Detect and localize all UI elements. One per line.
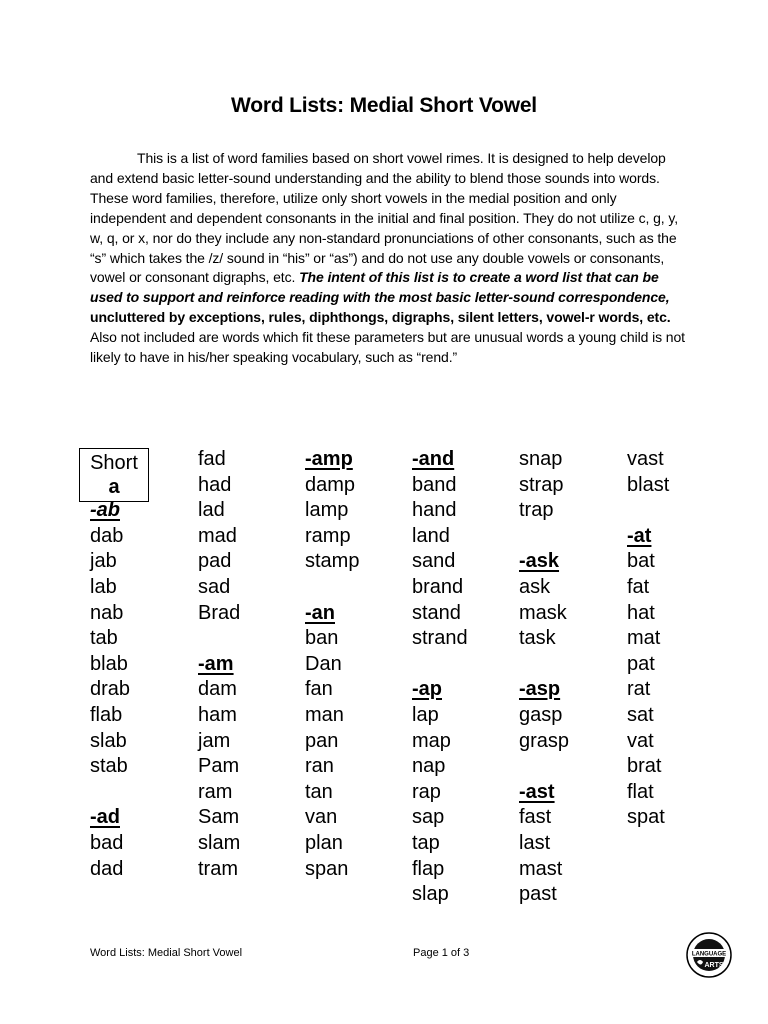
word-item: tram xyxy=(198,857,238,880)
word-family-heading: -amp xyxy=(305,448,353,470)
word-item: blab xyxy=(90,652,128,675)
word-item: fast xyxy=(519,806,552,829)
word-item: mat xyxy=(627,627,661,650)
word-item: had xyxy=(198,473,232,496)
seal-logo-icon xyxy=(686,932,732,978)
blank-line xyxy=(519,524,569,550)
word-item: tan xyxy=(305,780,333,803)
word-item: nap xyxy=(412,755,446,778)
word-item: vat xyxy=(627,729,654,752)
word-item: brat xyxy=(627,755,662,778)
word-item: strap xyxy=(519,473,564,496)
blank-line xyxy=(305,575,359,601)
word-item: span xyxy=(305,857,349,880)
word-item: bad xyxy=(90,831,124,854)
word-family-heading: -and xyxy=(412,448,455,470)
word-item: nab xyxy=(90,601,124,624)
word-item: land xyxy=(412,524,450,547)
word-item: pat xyxy=(627,652,655,675)
word-column-2 xyxy=(198,447,240,882)
word-family-heading: -ast xyxy=(519,780,555,803)
word-item: mad xyxy=(198,524,237,547)
word-column-3 xyxy=(305,447,359,882)
intro-text-2: Also not included are words which fit these parameters but are unusual words a young child is not likely to have in his/her speaking vocabulary, such as “rend.” xyxy=(90,329,685,366)
blank-line xyxy=(412,652,468,678)
word-item: hand xyxy=(412,499,457,522)
word-item: pad xyxy=(198,550,232,573)
word-item: dam xyxy=(198,678,237,701)
word-item: slam xyxy=(198,831,241,854)
word-item: flap xyxy=(412,857,445,880)
short-box-line2: a xyxy=(108,476,120,498)
word-item: van xyxy=(305,806,338,829)
word-item: lab xyxy=(90,575,117,598)
word-column-6 xyxy=(627,447,669,831)
svg-text:LANGUAGE: LANGUAGE xyxy=(691,951,727,958)
word-item: sat xyxy=(627,703,654,726)
word-item: hat xyxy=(627,601,655,624)
word-item: drab xyxy=(90,678,131,701)
word-item: Dan xyxy=(305,652,342,675)
word-item: spat xyxy=(627,806,665,829)
word-item: trap xyxy=(519,499,554,522)
footer-title: Word Lists: Medial Short Vowel xyxy=(90,947,243,959)
word-item: fan xyxy=(305,678,333,701)
blank-line xyxy=(627,498,669,524)
word-item: ram xyxy=(198,780,233,803)
intro-text-1: This is a list of word families based on short vowel rimes. It is designed to help develop and extend basic letter-sound understanding and the ability to blend those sounds into words. These word families, therefore, utilize only short vowels in the medial position and only independent and dependent consonants in the initial and final position. They do not utilize c, g, y, w, q, or x, nor do they include any non-standard pronunciations of other consonants, such as the “s” which takes the /z/ sound in “his” or “as”) and do not use any double vowels or consonants, vowel or consonant digraphs, etc. xyxy=(90,150,679,286)
word-item: rat xyxy=(627,678,651,701)
page-title: Word Lists: Medial Short Vowel xyxy=(231,94,537,117)
word-item: flat xyxy=(627,780,654,803)
word-item: stand xyxy=(412,601,461,624)
word-item: strand xyxy=(412,627,468,650)
word-family-heading: -ask xyxy=(519,550,560,573)
word-family-heading: -am xyxy=(198,652,234,675)
word-item: ran xyxy=(305,755,334,778)
word-item: band xyxy=(412,473,457,496)
word-item: sad xyxy=(198,575,231,598)
blank-line xyxy=(90,780,130,806)
word-item: man xyxy=(305,703,344,726)
word-item: stamp xyxy=(305,550,360,573)
word-item: ramp xyxy=(305,524,351,547)
word-item: slap xyxy=(412,883,449,906)
word-item: rap xyxy=(412,780,441,803)
word-item: gasp xyxy=(519,703,563,726)
word-item: grasp xyxy=(519,729,570,752)
word-item: damp xyxy=(305,473,356,496)
blank-line xyxy=(90,447,130,473)
word-item: pan xyxy=(305,729,339,752)
word-item: lad xyxy=(198,499,225,522)
word-family-heading: -ab xyxy=(90,499,120,522)
word-column-1 xyxy=(90,447,130,882)
word-item: vast xyxy=(627,448,664,470)
word-item: bat xyxy=(627,550,655,573)
word-item: sap xyxy=(412,806,445,829)
word-item: ham xyxy=(198,703,237,726)
svg-text:ARTS: ARTS xyxy=(704,962,724,969)
intro-bold-italic: The intent of this list is to create a word list that can be used to support and reinforce reading with the most basic letter-sound correspondence, xyxy=(90,269,670,306)
word-family-heading: -at xyxy=(627,524,652,547)
word-item: fad xyxy=(198,448,226,470)
word-item: lap xyxy=(412,703,439,726)
word-item: plan xyxy=(305,831,343,854)
word-item: brand xyxy=(412,575,464,598)
short-box-line1: Short xyxy=(90,452,138,474)
word-item: dab xyxy=(90,524,124,547)
word-item: Brad xyxy=(198,601,241,624)
blank-line xyxy=(198,626,240,652)
word-item: ban xyxy=(305,627,339,650)
word-item: ask xyxy=(519,575,551,598)
word-item: slab xyxy=(90,729,127,752)
word-item: tab xyxy=(90,627,118,650)
word-item: past xyxy=(519,883,557,906)
word-family-heading: -ad xyxy=(90,806,120,829)
intro-paragraph xyxy=(90,149,692,368)
word-item: map xyxy=(412,729,451,752)
word-item: mast xyxy=(519,857,563,880)
blank-line xyxy=(519,754,569,780)
blank-line xyxy=(519,652,569,678)
blank-line xyxy=(90,473,130,499)
word-item: blast xyxy=(627,473,670,496)
word-family-heading: -ap xyxy=(412,678,442,701)
word-column-4 xyxy=(412,447,468,908)
word-item: Sam xyxy=(198,806,240,829)
word-item: jam xyxy=(198,729,231,752)
word-item: snap xyxy=(519,448,563,470)
word-item: sand xyxy=(412,550,456,573)
word-item: stab xyxy=(90,755,128,778)
word-item: Pam xyxy=(198,755,240,778)
word-item: last xyxy=(519,831,551,854)
word-family-heading: -an xyxy=(305,601,335,624)
page-number: Page 1 of 3 xyxy=(413,947,470,959)
word-family-heading: -asp xyxy=(519,678,561,701)
intro-bold: uncluttered by exceptions, rules, diphthongs, digraphs, silent letters, vowel-r words, etc. xyxy=(90,309,671,326)
word-item: task xyxy=(519,627,556,650)
word-item: lamp xyxy=(305,499,349,522)
word-item: tap xyxy=(412,831,440,854)
word-item: mask xyxy=(519,601,567,624)
word-item: fat xyxy=(627,575,650,598)
word-column-5 xyxy=(519,447,569,908)
word-item: dad xyxy=(90,857,124,880)
word-item: jab xyxy=(90,550,117,573)
word-item: flab xyxy=(90,703,123,726)
